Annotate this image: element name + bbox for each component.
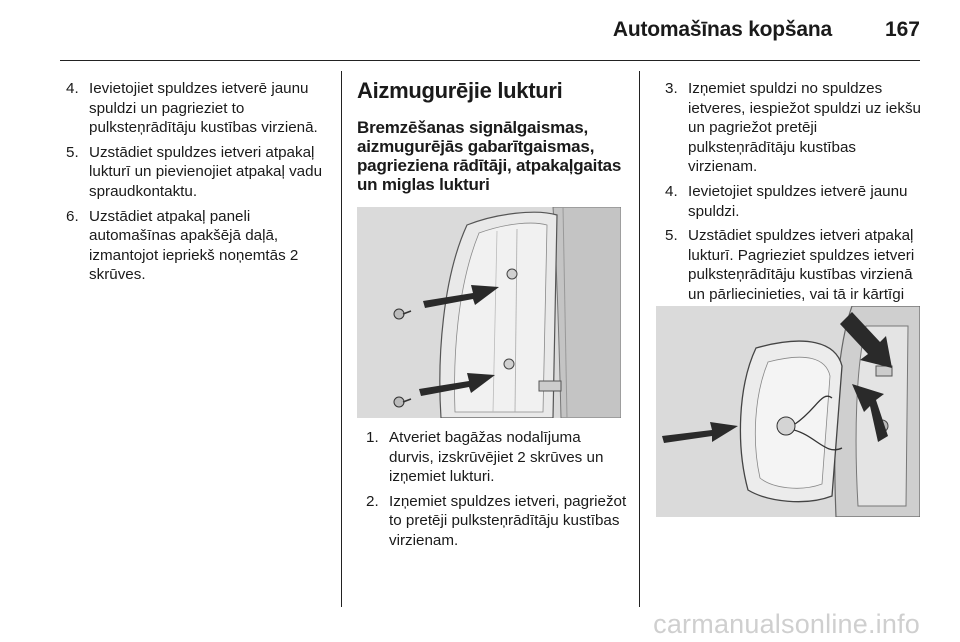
page-header-title: Automašīnas kopšana [612,18,832,41]
column-divider [639,71,640,607]
column-divider [341,71,342,607]
tail-light-drawing [357,207,621,418]
column-3-steps [665,79,927,329]
step-number: 4. [665,182,678,200]
step-item [66,207,334,285]
step-item [366,492,628,551]
step-text: Uzstādiet atpakaļ paneli automašīnas apakšējā daļā, izmantojot iepriekš noņemtās 2 skrūves. [89,207,299,284]
step-text: Uzstādiet spuldzes ietveri atpakaļ lukturī. Pagrieziet spuldzes ietveri pulksteņrādītāju kustības virzienā un pārliecinieties, vai tā ir kārtīgi [688,227,915,303]
page-number: 167 [884,18,920,41]
step-number: 1. [366,429,379,446]
step-item [665,182,927,221]
step-text: Izņemiet spuldzi no spuldzes ietveres, iespiežot spuldzi uz iekšu un pagriežot pretēji pulksteņrādītāju kustības virzienam. [688,80,921,176]
watermark: carmanualsonline.info [653,609,920,639]
bulb-holder-drawing [656,306,920,517]
step-text: Atveriet bagāžas nodalījuma durvis, izskrūvējiet 2 skrūves un izņemiet lukturi. [389,429,604,486]
step-item [66,79,334,138]
step-item [665,79,927,177]
step-item [366,428,628,487]
bulb-holder-illustration [656,306,920,517]
step-text: Ievietojiet spuldzes ietverē jaunu spuldzi. [688,182,908,220]
header-rule [60,60,920,61]
step-number: 4. [66,80,79,97]
step-number: 5. [66,143,79,161]
step-text: Izņemiet spuldzes ietveri, pagriežot to pretēji pulksteņrādītāju kustības virzienam. [389,492,627,549]
column-2-steps [366,428,628,556]
subsection-title: Bremzēšanas signālgaismas, aizmugurējās gabarītgaismas, pagrieziena rādītāji, atpakaļgaitas un miglas lukturi [357,118,622,194]
step-text: Ievietojiet spuldzes ietverē jaunu spuldzi un pagrieziet to pulksteņrādītāju kustības virzienā. [89,80,318,137]
step-text: Uzstādiet spuldzes ietveri atpakaļ lukturī un pievienojiet atpakaļ vadu spraudkontaktu. [89,143,323,200]
step-number: 6. [66,207,79,225]
step-number: 2. [366,492,379,510]
column-1-steps [66,79,334,290]
step-number: 5. [665,227,678,245]
section-title: Aizmugurējie lukturi [357,78,563,103]
tail-light-removal-illustration [357,207,621,418]
step-item [66,143,334,202]
step-number: 3. [665,80,678,97]
